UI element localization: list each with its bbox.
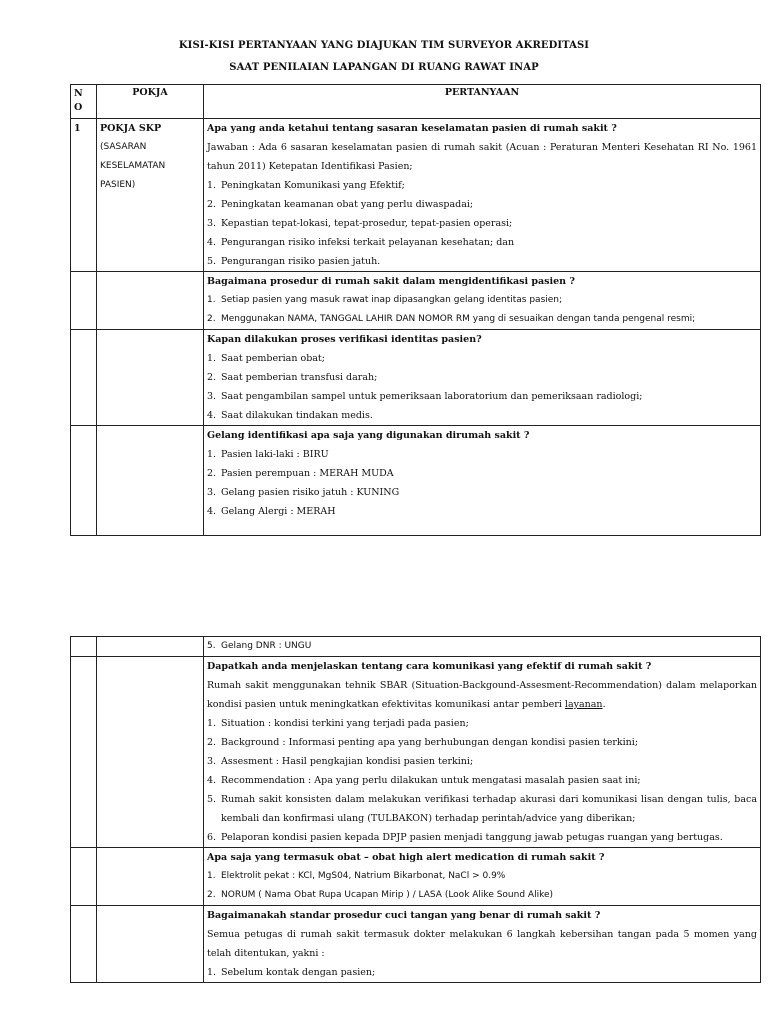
list-item-text: Peningkatan Komunikasi yang Efektif; [221,180,405,191]
list-item [207,233,757,252]
list-item-number: 3. [207,487,217,498]
question-cell [204,272,761,330]
list-item-text: Saat pemberian transfusi darah; [221,372,378,383]
pokja-cell [97,657,204,848]
header-no [71,85,97,119]
list-item [207,176,757,195]
list-item-number: 1. [207,180,217,191]
list-item-text: Recommendation : Apa yang perlu dilakukan untuk mengatasi masalah pasien saat ini; [221,775,641,786]
list-item-text: Pelaporan kondisi pasien kepada DPJP pasien menjadi tanggung jawab petugas ruangan yang bertugas. [221,832,723,843]
list-item-number: 1. [207,718,217,729]
question-text: Dapatkah anda menjelaskan tentang cara komunikasi yang efektif di rumah sakit ? [207,661,652,672]
list-item-number: 4. [207,237,217,248]
list-item-text: Saat dilakukan tindakan medis. [221,410,373,421]
list-item-number: 4. [207,410,217,421]
header-no-line1: N [74,88,83,99]
question-cell [204,330,761,426]
pokja-cell [97,272,204,330]
question-table-page1 [70,84,761,536]
table-row [71,637,761,657]
row-number [71,657,97,848]
question-cell [204,848,761,906]
list-item-number: 3. [207,218,217,229]
table-header-row [71,85,761,119]
question-cell [204,906,761,983]
list-item-text: NORUM ( Nama Obat Rupa Ucapan Mirip ) / LASA (Look Alike Sound Alike) [221,890,554,900]
list-item-number: 4. [207,775,217,786]
list-item-number: 1. [207,871,216,881]
table-row [71,657,761,848]
list-item-number: 2. [207,314,216,324]
list-item [207,963,757,982]
list-item [207,195,757,214]
list-item-text: Setiap pasien yang masuk rawat inap dipasangkan gelang identitas pasien; [221,295,563,305]
row-number [71,330,97,426]
list-item [207,368,757,387]
row-number [71,637,97,657]
question-text: Gelang identifikasi apa saja yang digunakan dirumah sakit ? [207,430,530,441]
list-item [207,714,757,733]
list-item-text: Menggunakan NAMA, TANGGAL LAHIR DAN NOMOR RM yang di sesuaikan dengan tanda pengenal resmi; [221,314,696,324]
list-item-text: Sebelum kontak dengan pasien; [221,967,376,978]
list-item-number: 6. [207,832,217,843]
list-item-text: Rumah sakit konsisten dalam melakukan verifikasi terhadap akurasi dari komunikasi lisan dengan tulis, baca kembali dan konfirmasi ulang (TULBAKON) terhadap perintah/advice yang diberikan; [221,794,757,824]
pokja-sub: KESELAMATAN [100,161,166,171]
list-item-text: Kepastian tepat-lokasi, tepat-prosedur, tepat-pasien operasi; [221,218,513,229]
list-item-text: Background : Informasi penting apa yang berhubungan dengan kondisi pasien terkini; [221,737,639,748]
answer-text: Semua petugas di rumah sakit termasuk dokter melakukan 6 langkah kebersihan tangan pada 5 momen yang telah ditentukan, yakni : [207,929,757,959]
question-text: Bagaimanakah standar prosedur cuci tangan yang benar di rumah sakit ? [207,910,601,921]
pokja-title: POKJA SKP [100,123,162,134]
list-item-number: 2. [207,890,216,900]
question-text: Apa saja yang termasuk obat – obat high alert medication di rumah sakit ? [207,852,605,863]
row-number [71,848,97,906]
list-item-text: Elektrolit pekat : KCl, MgS04, Natrium Bikarbonat, NaCl > 0.9% [221,871,506,881]
list-item [207,291,757,310]
answer-intro-end: . [602,699,606,710]
list-item [207,867,757,886]
list-item-text: Gelang DNR : UNGU [221,641,312,651]
list-item [207,733,757,752]
table-row [71,330,761,426]
list-item [207,252,757,271]
list-item-text: Pengurangan risiko pasien jatuh. [221,256,381,267]
list-item-number: 5. [207,256,217,267]
table-row [71,119,761,272]
list-item [207,349,757,368]
question-cell [204,119,761,272]
list-item [207,790,757,828]
list-item-number: 1. [207,449,217,460]
question-text: Kapan dilakukan proses verifikasi identitas pasien? [207,334,482,345]
question-text: Bagaimana prosedur di rumah sakit dalam mengidentifikasi pasien ? [207,276,575,287]
list-item-number: 2. [207,468,217,479]
row-number [71,272,97,330]
list-item-text: Pengurangan risiko infeksi terkait pelayanan kesehatan; dan [221,237,515,248]
list-item [207,464,757,483]
question-cell [204,426,761,536]
list-item-text: Saat pengambilan sampel untuk pemeriksaan laboratorium dan pemeriksaan radiologi; [221,391,643,402]
answer-list [207,176,757,271]
answer-list [207,963,757,982]
pokja-sub: (SASARAN [100,142,147,152]
list-item-number: 5. [207,794,217,805]
list-item [207,502,757,521]
question-cell [204,637,761,657]
list-item [207,752,757,771]
pokja-cell [97,426,204,536]
list-item [207,771,757,790]
row-number [71,426,97,536]
list-item-number: 2. [207,199,217,210]
list-item [207,886,757,905]
list-item [207,445,757,464]
row-number: 1 [71,119,97,272]
list-item-number: 4. [207,506,217,517]
answer-intro-underlined: layanan [564,699,603,710]
list-item-text: Pasien laki-laki : BIRU [221,449,329,460]
list-item-number: 5. [207,641,216,651]
list-item-text: Peningkatan keamanan obat yang perlu diwaspadai; [221,199,474,210]
list-item-number: 2. [207,737,217,748]
answer-list [207,867,757,905]
pokja-cell [97,330,204,426]
answer-list [207,291,757,329]
document-subtitle: SAAT PENILAIAN LAPANGAN DI RUANG RAWAT INAP [229,62,539,73]
list-item-number: 1. [207,295,216,305]
list-item-number: 2. [207,372,217,383]
list-item-number: 1. [207,353,217,364]
answer-list [207,714,757,847]
row-number [71,906,97,983]
list-item [207,310,757,329]
answer-list [207,445,757,521]
header-pertanyaan: PERTANYAAN [204,85,761,119]
list-item [207,387,757,406]
list-item [207,214,757,233]
header-pokja: POKJA [97,85,204,119]
question-cell [204,657,761,848]
pokja-cell [97,637,204,657]
pokja-sub: PASIEN) [100,180,136,190]
table-row [71,848,761,906]
answer-list [207,637,757,656]
list-item-number: 3. [207,756,217,767]
header-no-line2: O [74,102,83,113]
list-item [207,483,757,502]
table-row [71,906,761,983]
pokja-cell [97,906,204,983]
document-title: KISI-KISI PERTANYAAN YANG DIAJUKAN TIM SURVEYOR AKREDITASI [178,40,590,51]
list-item-number: 1. [207,967,217,978]
answer-list [207,349,757,425]
question-text: Apa yang anda ketahui tentang sasaran keselamatan pasien di rumah sakit ? [207,123,617,134]
answer-intro: Rumah sakit menggunakan tehnik SBAR (Situation-Backgound-Assesment-Recommendation) dalam melaporkan kondisi pasien untuk meningkatkan efektivitas komunikasi antar pemberi [207,680,757,710]
answer-text: Jawaban : Ada 6 sasaran keselamatan pasien di rumah sakit (Acuan : Peraturan Menteri Kesehatan RI No. 1961 tahun 2011) Ketepatan Identifikasi Pasien; [207,142,757,172]
list-item-text: Saat pemberian obat; [221,353,325,364]
list-item-text: Pasien perempuan : MERAH MUDA [221,468,394,479]
pokja-cell [97,848,204,906]
list-item [207,828,757,847]
list-item-text: Gelang pasien risiko jatuh : KUNING [221,487,400,498]
list-item-text: Assesment : Hasil pengkajian kondisi pasien terkini; [221,756,474,767]
table-row [71,426,761,536]
answer-text [207,676,757,714]
table-row [71,272,761,330]
list-item-text: Gelang Alergi : MERAH [221,506,336,517]
list-item [207,406,757,425]
list-item-number: 3. [207,391,217,402]
question-table-page2 [70,636,761,983]
pokja-cell [97,119,204,272]
list-item [207,637,757,656]
list-item-text: Situation : kondisi terkini yang terjadi pada pasien; [221,718,469,729]
